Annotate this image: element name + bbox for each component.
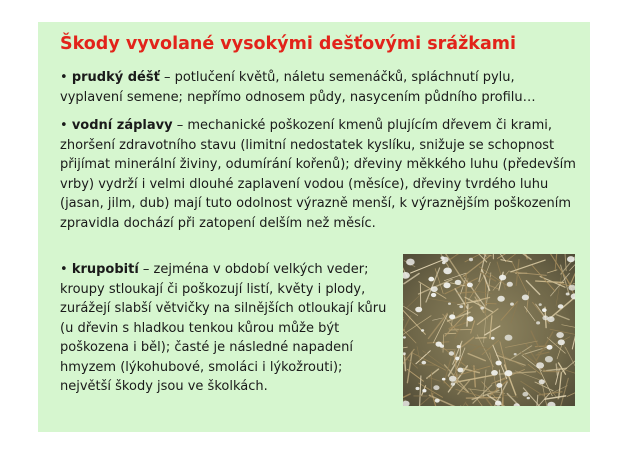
pine-needle [443,335,444,352]
hailstone [491,370,498,376]
hailstone [449,376,456,382]
hailstone [497,296,504,302]
hailstone [449,351,454,355]
hailstone [415,307,422,313]
hailstone [496,383,502,388]
hailstone [431,286,438,292]
pine-needle [476,338,486,339]
hailstone [566,293,570,296]
hailstone [480,307,484,310]
hailstone [514,353,517,355]
hailstone [539,379,545,384]
hailstone [469,258,473,261]
desc-floods: – mechanické poškození kmenů plujícím dřevem či krami, zhoršení zdravotního stavu (limitní nedostatek kyslíku, snižuje se schopnost přijímat minerální živiny, odumírání kořenů); dřeviny měkkého luhu (především vrby) vydrží i velmi dlouhé zaplavení vodou (měsíce), dřeviny tvrdého luhu (jasan, jilm, dub) mají tuto odolnost výrazně menší, k výraznějším poškozením zpravidla dochází při zatopení delším než měsíc. [60,118,576,231]
hailstone [442,257,449,263]
hailstone [539,303,542,306]
hailstone [422,389,426,392]
hailstone [457,345,461,348]
bullet-marker: • [60,262,68,277]
hailstone [542,308,547,312]
bullet-marker: • [60,118,68,133]
hailstone [527,397,530,400]
hailstone [433,385,439,390]
hailstone [455,357,459,361]
hailstone [491,337,495,340]
hailstone [436,342,442,347]
term-heavy-rain: prudký déšť [71,70,160,85]
hailstone [421,329,424,332]
term-hail: krupobití [71,262,139,277]
hailstone [536,321,540,324]
hailstone [467,283,473,288]
hailstone [558,339,565,345]
hailstone [505,335,513,341]
bullet-marker: • [60,70,68,85]
hailstone [449,314,455,319]
desc-hail: – zejména v období velkých veder; kroupy stloukají či poškozují listí, květy i plody, zurážejí slabší větvičky na silnějších otloukají kůru (u dřevin s hladkou tenkou kůrou může být poškozena i běl); časté je následné napadení hmyzem (lýkohubové, smoláci i lýkožrouti); největší škody jsou ve školkách. [60,262,387,394]
slide [38,22,590,432]
hailstone [403,336,406,338]
hailstone [448,303,451,305]
hailstone [522,392,528,397]
hailstone [499,275,506,281]
hailstone [495,401,501,406]
hailstone [567,256,575,262]
hailstone [442,378,446,381]
hailstone [431,293,436,297]
desc-heavy-rain: – potlučení květů, náletu semenáčků, spláchnutí pylu, vyplavení semene; nepřímo odnosem půdy, nasycením půdního profilu… [60,70,536,105]
term-floods: vodní záplavy [71,118,173,133]
bullet-hail [60,260,395,397]
hailstone [556,332,564,338]
hailstone [558,304,564,308]
hailstone [455,280,462,285]
hailstone [536,362,544,368]
hailstone [510,303,514,306]
hailstone [496,361,502,366]
pine-needle [450,329,472,330]
hailstone [459,305,463,308]
hailstone [406,259,415,266]
pine-needle [419,365,436,366]
hailstone [522,295,529,301]
hailstone [457,368,463,373]
slide-title: Škody vyvolané vysokými dešťovými srážkami [60,34,516,54]
hailstone [443,268,452,275]
hailstone [428,277,434,282]
hailstone [435,399,440,403]
hailstone [467,316,474,321]
bullet-heavy-rain [60,68,580,107]
pine-needle [543,371,561,372]
hailstone [507,282,513,287]
hailstone [422,361,427,365]
hail-photo [403,254,575,406]
hailstone [451,382,455,385]
hailstone [547,345,553,350]
hailstone [547,316,554,322]
hailstone [545,356,553,362]
hailstone [505,370,513,376]
bullet-floods [60,116,585,233]
hailstone [416,387,420,390]
hailstone [443,282,450,288]
